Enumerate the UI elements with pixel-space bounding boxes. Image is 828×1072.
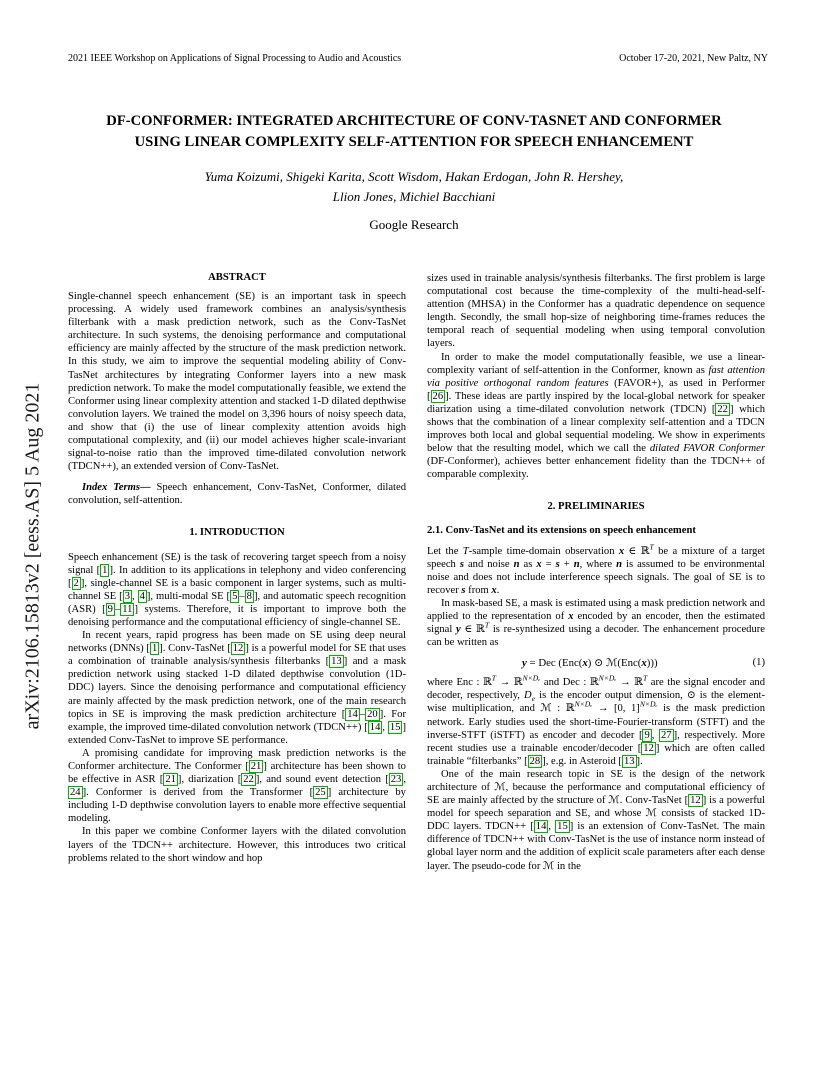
citation-link[interactable]: 14 <box>535 821 547 833</box>
citation-link[interactable]: 21 <box>250 761 262 772</box>
citation-link[interactable]: 12 <box>690 795 701 807</box>
right-column-top-body <box>427 272 765 482</box>
citation-link[interactable]: 23 <box>390 774 402 786</box>
equation-1-body: y = Dec (Enc(x) ⊙ ℳ(Enc(x))) <box>522 657 658 670</box>
citation-link[interactable]: 1 <box>102 564 108 576</box>
text-fragment: N×Dₑ <box>574 699 593 709</box>
section-1-heading: 1. INTRODUCTION <box>189 526 285 538</box>
right-column <box>427 272 765 873</box>
index-terms-text: Speech enhancement, Conv-TasNet, Conformer, dilated convolution, self-attention. <box>68 482 406 507</box>
citation-link[interactable]: 27 <box>661 729 672 741</box>
paragraph: Single-channel speech enhancement (SE) is an important task in speech processing. A widely used framework combines an analysis/synthesis filterbank with a mask prediction network, such as the Conv-TasNet architecture. In such systems, the denoising performance and computational efficiency are mainly affected by the structure of the mask prediction network. In this study, we aim to improve the sequential modeling ability of Conv-TasNet architectures by integrating Conformer layers into a new mask prediction network. To make the model computationally feasible, we extend the Conformer using linear complexity attention and stacked 1-D dilated depthwise convolution layers. We trained the model on 3,396 hours of noisy speech data, and show that (i) the use of linear complexity attention avoids high computational complexity, and (ii) our model achieves higher scale-invariant signal-to-noise ratio than the improved time-dilated convolution network (TDCN++), an extended version of Conv-TasNet. <box>68 291 406 473</box>
text-fragment: s <box>461 584 466 596</box>
abstract-heading: ABSTRACT <box>208 272 266 283</box>
text-fragment: x <box>618 545 625 557</box>
text-fragment: T <box>462 545 469 557</box>
paper-title-line-2: USING LINEAR COMPLEXITY SELF-ATTENTION FOR SPEECH ENHANCEMENT <box>134 134 694 150</box>
text-fragment: x <box>536 558 542 570</box>
text-fragment: N×Dₑ <box>639 699 658 709</box>
text-fragment: ℳ <box>605 657 618 670</box>
text-fragment: ℳ <box>608 795 620 807</box>
subsection-2-1-heading: 2.1. Conv-TasNet and its extensions on speech enhancement <box>427 524 696 536</box>
equation-1 <box>427 656 765 669</box>
text-fragment: N×Dₑ <box>598 673 617 683</box>
introduction-body <box>68 551 406 865</box>
citation-link[interactable]: 9 <box>107 603 113 615</box>
text-fragment: x <box>582 657 588 670</box>
text-fragment: s <box>555 558 560 570</box>
paper-title-line-1: DF-CONFORMER: INTEGRATED ARCHITECTURE OF CONV-TASNET AND CONFORMER <box>106 113 722 129</box>
citation-link[interactable]: 13 <box>623 755 635 767</box>
text-fragment: T <box>642 673 648 683</box>
citation-link[interactable]: 15 <box>389 721 401 733</box>
header-date-location: October 17-20, 2021, New Paltz, NY <box>619 53 768 64</box>
citation-link[interactable]: 15 <box>557 821 568 833</box>
citation-link[interactable]: 5 <box>232 590 238 602</box>
paragraph: One of the main research topic in SE is the design of the network architecture of ℳ, because the performance and computational efficiency of SE are mainly affected by the structure of ℳ. Conv-TasNet [ 12 ] is a powerful model for speech separation and SE, and whose ℳ consists of stacked 1D-DDC layers. TDCN++ [ 14 , 15 ] is an extension of Conv-TasNet. The main difference of TDCN++ with Conv-TasNet is the use of instance norm instead of global layer norm and the addition of explicit scale parameters after each dense layer. The pseudo-code for ℳ in the <box>427 768 765 872</box>
index-terms-label: Index Terms— <box>82 482 151 494</box>
paragraph: In mask-based SE, a mask is estimated using a mask prediction network and applied to the representation of x encoded by an encoder, then the estimated signal y ∈ ℝ$^T$ is re-synthesized using a decoder. The enhancement procedure can be written as <box>427 597 765 649</box>
text-fragment: ℳ <box>645 808 657 820</box>
citation-link[interactable]: 12 <box>232 643 244 655</box>
paragraph: A promising candidate for improving mask prediction networks is the Conformer architecture. The Conformer [ 21 ] architecture has been shown to be effective in ASR [ 21 ], diarization [ 22 ], and sound event detection [ 23 , 24 ]. Conformer is derived from the Transformer [ 25 ] architecture by including 1-D depthwise convolution layers to enable more effective sequential modeling. <box>68 747 406 825</box>
text-fragment: n <box>573 558 580 570</box>
citation-link[interactable]: 20 <box>367 708 378 720</box>
paragraph: In this paper we combine Conformer layers with the dilated convolution layers of the TDCN++ architecture. However, this introduces two critical problems related to the short window and hop <box>68 826 406 864</box>
author-line-2: Llion Jones, Michiel Bacchiani <box>332 189 496 204</box>
citation-link[interactable]: 2 <box>73 577 79 589</box>
text-fragment: dilated FAVOR Conformer <box>649 443 766 455</box>
text-fragment: N×Dₑ <box>522 673 541 683</box>
citation-link[interactable]: 12 <box>643 742 654 754</box>
text-fragment: n <box>513 558 520 570</box>
text-fragment: n <box>616 558 623 570</box>
paragraph: Let the T-sample time-domain observation x ∈ ℝ$^T$ be a mixture of a target speech s and noise n as x = s + n, where n is assumed to be environmental noise and does not include interference speech signals. The goal of SE is to recover s from x. <box>427 541 766 596</box>
text-fragment: y <box>456 624 461 636</box>
author-list <box>60 167 768 207</box>
text-fragment: fast attention via positive orthogonal random features <box>427 364 765 389</box>
header-conference: 2021 IEEE Workshop on Applications of Signal Processing to Audio and Acoustics <box>68 53 402 64</box>
paragraph: sizes used in trainable analysis/synthesis filterbanks. The first problem is large computational cost because the time-complexity of the multi-head-self-attention (MHSA) in the Conformer has a quadratic dependence on sequence length. Secondly, the small hop-size of neighboring time-frames reduces the temporal reach of sequential modeling when using temporal convolution layers. <box>427 273 765 350</box>
text-fragment: s <box>459 558 464 570</box>
subsection-2-1-body-b <box>427 673 766 872</box>
citation-link[interactable]: 1 <box>151 643 158 655</box>
citation-link[interactable]: 26 <box>432 390 444 402</box>
text-fragment: x <box>491 584 497 596</box>
section-2-heading: 2. PRELIMINARIES <box>547 500 645 512</box>
abstract-body <box>68 290 406 473</box>
arxiv-sidebar-label: arXiv:2106.15813v2 [eess.AS] 5 Aug 2021 <box>21 382 44 730</box>
paragraph: where Enc : ℝ$^T$ → ℝ$^{N\times D_e}$ and Dec : ℝ$^{N\times D_e}$ → ℝ$^T$ are the signal encoder and decoder, respectively, $D_e$ is the encoder output dimension, ⊙ is the element-wise multiplication, and ℳ : ℝ$^{N\times D_e}$ → [0, 1]$^{N\times D_e}$ is the mask prediction network. Early studies used the short-time-Fourier-transform (STFT) and the inverse-STFT (iSTFT) as encoder and decoder [ 9 , 27 ], respectively. More recent studies use a trainable encoder/decoder [ 12 ] which are often called trainable “filterbanks” [ 28 ], e.g. in Asteroid [ 13 ]. <box>427 673 766 767</box>
text-fragment: D <box>524 690 532 702</box>
left-column <box>68 272 406 865</box>
citation-link[interactable]: 13 <box>331 656 342 668</box>
text-fragment: e <box>531 694 536 704</box>
citation-link[interactable]: 3 <box>124 590 130 602</box>
paragraph: In order to make the model computationally feasible, we use a linear-complexity variant of self-attention in the Conformer, known as fast attention via positive orthogonal random features (FAVOR+), as used in Performer [ 26 ]. These ideas are partly inspired by the local-global network for speaker diarization using a time-dilated convolution network (TDCN) [ 22 ] which shows that the combination of a linear complexity self-attention and a TDCN improves both local and global sequential modeling. We show in experiments below that the resulting model, which we call the dilated FAVOR Conformer (DF-Conformer), achieves better enhancement fidelity than the TDCN++ of comparable complexity. <box>427 351 766 481</box>
text-fragment: y <box>522 657 527 670</box>
citation-link[interactable]: 22 <box>717 403 728 415</box>
text-fragment: T <box>491 673 497 683</box>
text-fragment: T <box>484 620 490 630</box>
text-fragment: ℳ <box>540 703 552 715</box>
affiliation: Google Research <box>369 217 459 232</box>
author-line-1: Yuma Koizumi, Shigeki Karita, Scott Wisdom, Hakan Erdogan, John R. Hershey, <box>204 169 624 184</box>
text-fragment: ℳ <box>494 782 506 793</box>
citation-link[interactable]: 14 <box>369 721 381 733</box>
text-fragment: x <box>641 657 647 670</box>
page-header <box>68 53 768 64</box>
citation-link[interactable]: 14 <box>347 708 358 720</box>
index-terms <box>68 481 406 507</box>
paragraph: In recent years, rapid progress has been made on SE using deep neural networks (DNNs) [ 1 ]. Conv-TasNet [ 12 ] is a powerful model for SE that uses a combination of trainable analysis/synthesis filterbanks [ 13 ] and a mask prediction network using stacked 1-D dilated depthwise convolution (1D-DDC) layers. Since the denoising performance and computational efficiency are mainly affected by the mask prediction network, one of the main research topics in SE is improving the mask prediction architecture [ 14 – 20 ]. For example, the improved time-dilated convolution network (TDCN++) [ 14 , 15 ] extended Conv-TasNet to improve SE performance. <box>68 630 407 746</box>
citation-link[interactable]: 22 <box>243 774 254 786</box>
citation-link[interactable]: 24 <box>70 787 81 799</box>
citation-link[interactable]: 11 <box>122 603 133 615</box>
subsection-2-1-body-a <box>427 541 766 650</box>
equation-1-number: (1) <box>752 657 765 669</box>
citation-link[interactable]: 25 <box>315 787 326 799</box>
citation-link[interactable]: 4 <box>139 590 145 602</box>
citation-link[interactable]: 28 <box>529 755 541 767</box>
text-fragment: T <box>649 541 654 551</box>
text-fragment: ℳ <box>543 860 555 872</box>
citation-link[interactable]: 21 <box>165 774 176 786</box>
citation-link[interactable]: 8 <box>246 590 252 602</box>
text-fragment: x <box>568 610 574 622</box>
paragraph: Speech enhancement (SE) is the task of recovering target speech from a noisy signal [ 1 ]. In addition to its applications in telephony and video conferencing [ 2 ], single-channel SE is a basic component in larger systems, such as multi-channel SE [ 3 , 4 ], multi-modal SE [ 5 – 8 ], and automatic speech recognition (ASR) [ 9 – 11 ] systems. Therefore, it is important to improve both the denoising performance and the computational efficiency of single-channel SE. <box>68 551 406 628</box>
citation-link[interactable]: 9 <box>644 729 650 741</box>
paper-title <box>50 111 778 153</box>
